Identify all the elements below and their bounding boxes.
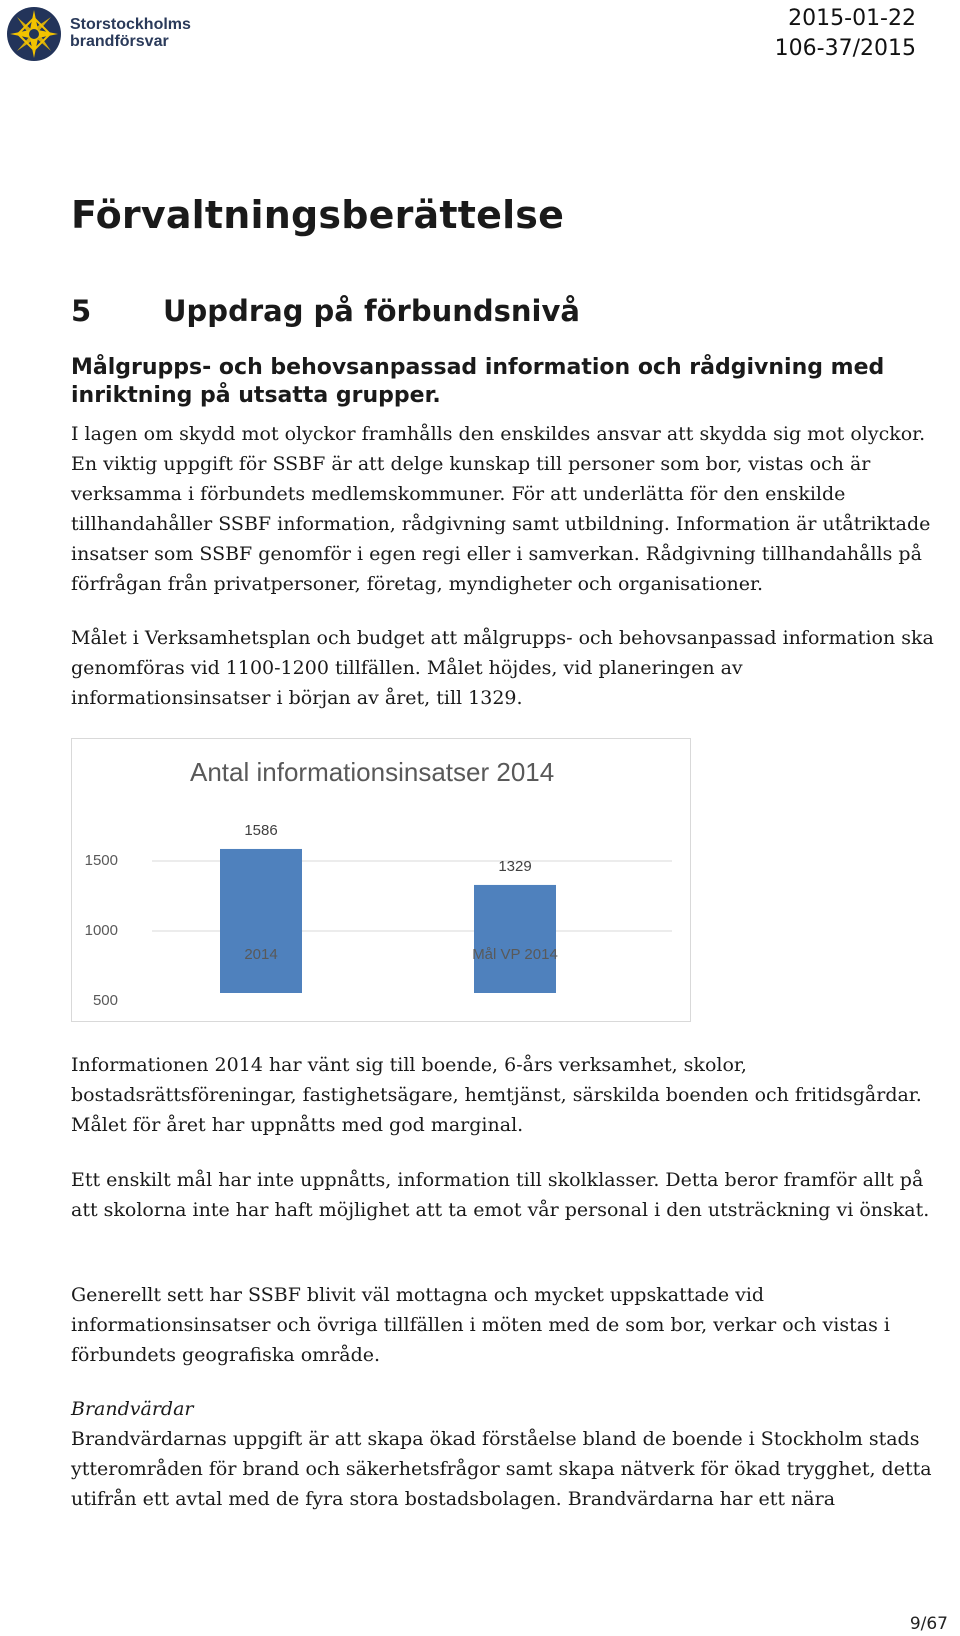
paragraph-2: Målet i Verksamhetsplan och budget att målgrupps- och behovsanpassad information ska genomföras vid 1100-1200 tillfällen. Målet höjdes, vid planeringen av informationsinsatser i början av året, till 1329. [71, 627, 934, 709]
subheading: Målgrupps- och behovsanpassad information och rådgivning med inriktning på utsatta grupper. [71, 355, 885, 408]
y-tick-label: 1000 [84, 922, 118, 939]
paragraph-6: Brandvärdarnas uppgift är att skapa ökad förståelse bland de boende i Stockholm stads ytterområden för brand och säkerhetsfrågor samt skapa nätverk för ökad trygghet, detta utifrån ett avtal med de fyra stora bostadsbolagen. Brandvärdarna har ett nära [71, 1428, 932, 1510]
bar [474, 885, 556, 993]
x-tick-label: Mål VP 2014 [472, 946, 558, 963]
paragraph-4: Ett enskilt mål har inte uppnåtts, information till skolklasser. Detta beror framför allt på att skolorna inte har haft möjlighet att ta emot vår personal i den utsträckning vi önskat. [71, 1169, 930, 1221]
page-number: 9/67 [909, 1614, 948, 1634]
subheading-brandvardar: Brandvärdar [71, 1398, 194, 1420]
paragraph-3: Informationen 2014 har vänt sig till boende, 6-års verksamhet, skolor, bostadsrättsföreningar, fastighetsägare, hemtjänst, särskilda boenden och fritidsgårdar. Målet för året har uppnåtts med god marginal. [71, 1054, 922, 1136]
data-label: 1586 [244, 821, 278, 839]
y-tick-label: 500 [92, 992, 118, 1009]
section-title: Uppdrag på förbundsnivå [163, 294, 580, 328]
y-tick-label: 1500 [84, 852, 118, 869]
bar-chart [71, 738, 691, 1022]
logo-text [70, 16, 191, 50]
logo-text-line2: brandförsvar [70, 33, 169, 50]
page-title: Förvaltningsberättelse [71, 193, 565, 237]
paragraph-1: I lagen om skydd mot olyckor framhålls den enskildes ansvar att skydda sig mot olyckor. En viktig uppgift för SSBF är att delge kunskap till personer som bor, vistas och är verksamma i förbundets medlemskommuner. För att underlätta för den enskilde tillhandahåller SSBF information, rådgivning samt utbildning. Information är utåtriktade insatser som SSBF genomför i egen regi eller i samverkan. Rådgivning tillhandahålls på förfrågan från privatpersoner, företag, myndigheter och organisationer. [71, 423, 931, 595]
header-meta [775, 4, 916, 64]
paragraph-5: Generellt sett har SSBF blivit väl mottagna och mycket uppskattade vid informationsinsatser och övriga tillfällen i möten med de som bor, verkar och vistas i förbundets geografiska område. [71, 1284, 890, 1366]
section-number: 5 [71, 294, 92, 328]
chart-title: Antal informationsinsatser 2014 [190, 757, 555, 787]
bar [220, 849, 302, 993]
section-heading [71, 294, 580, 328]
data-label: 1329 [498, 857, 532, 875]
logo-text-line1: Storstockholms [70, 16, 191, 33]
document-number: 106-37/2015 [774, 36, 916, 61]
chart-plot [72, 739, 690, 1021]
document-date: 2015-01-22 [788, 6, 916, 31]
x-tick-label: 2014 [244, 946, 278, 963]
